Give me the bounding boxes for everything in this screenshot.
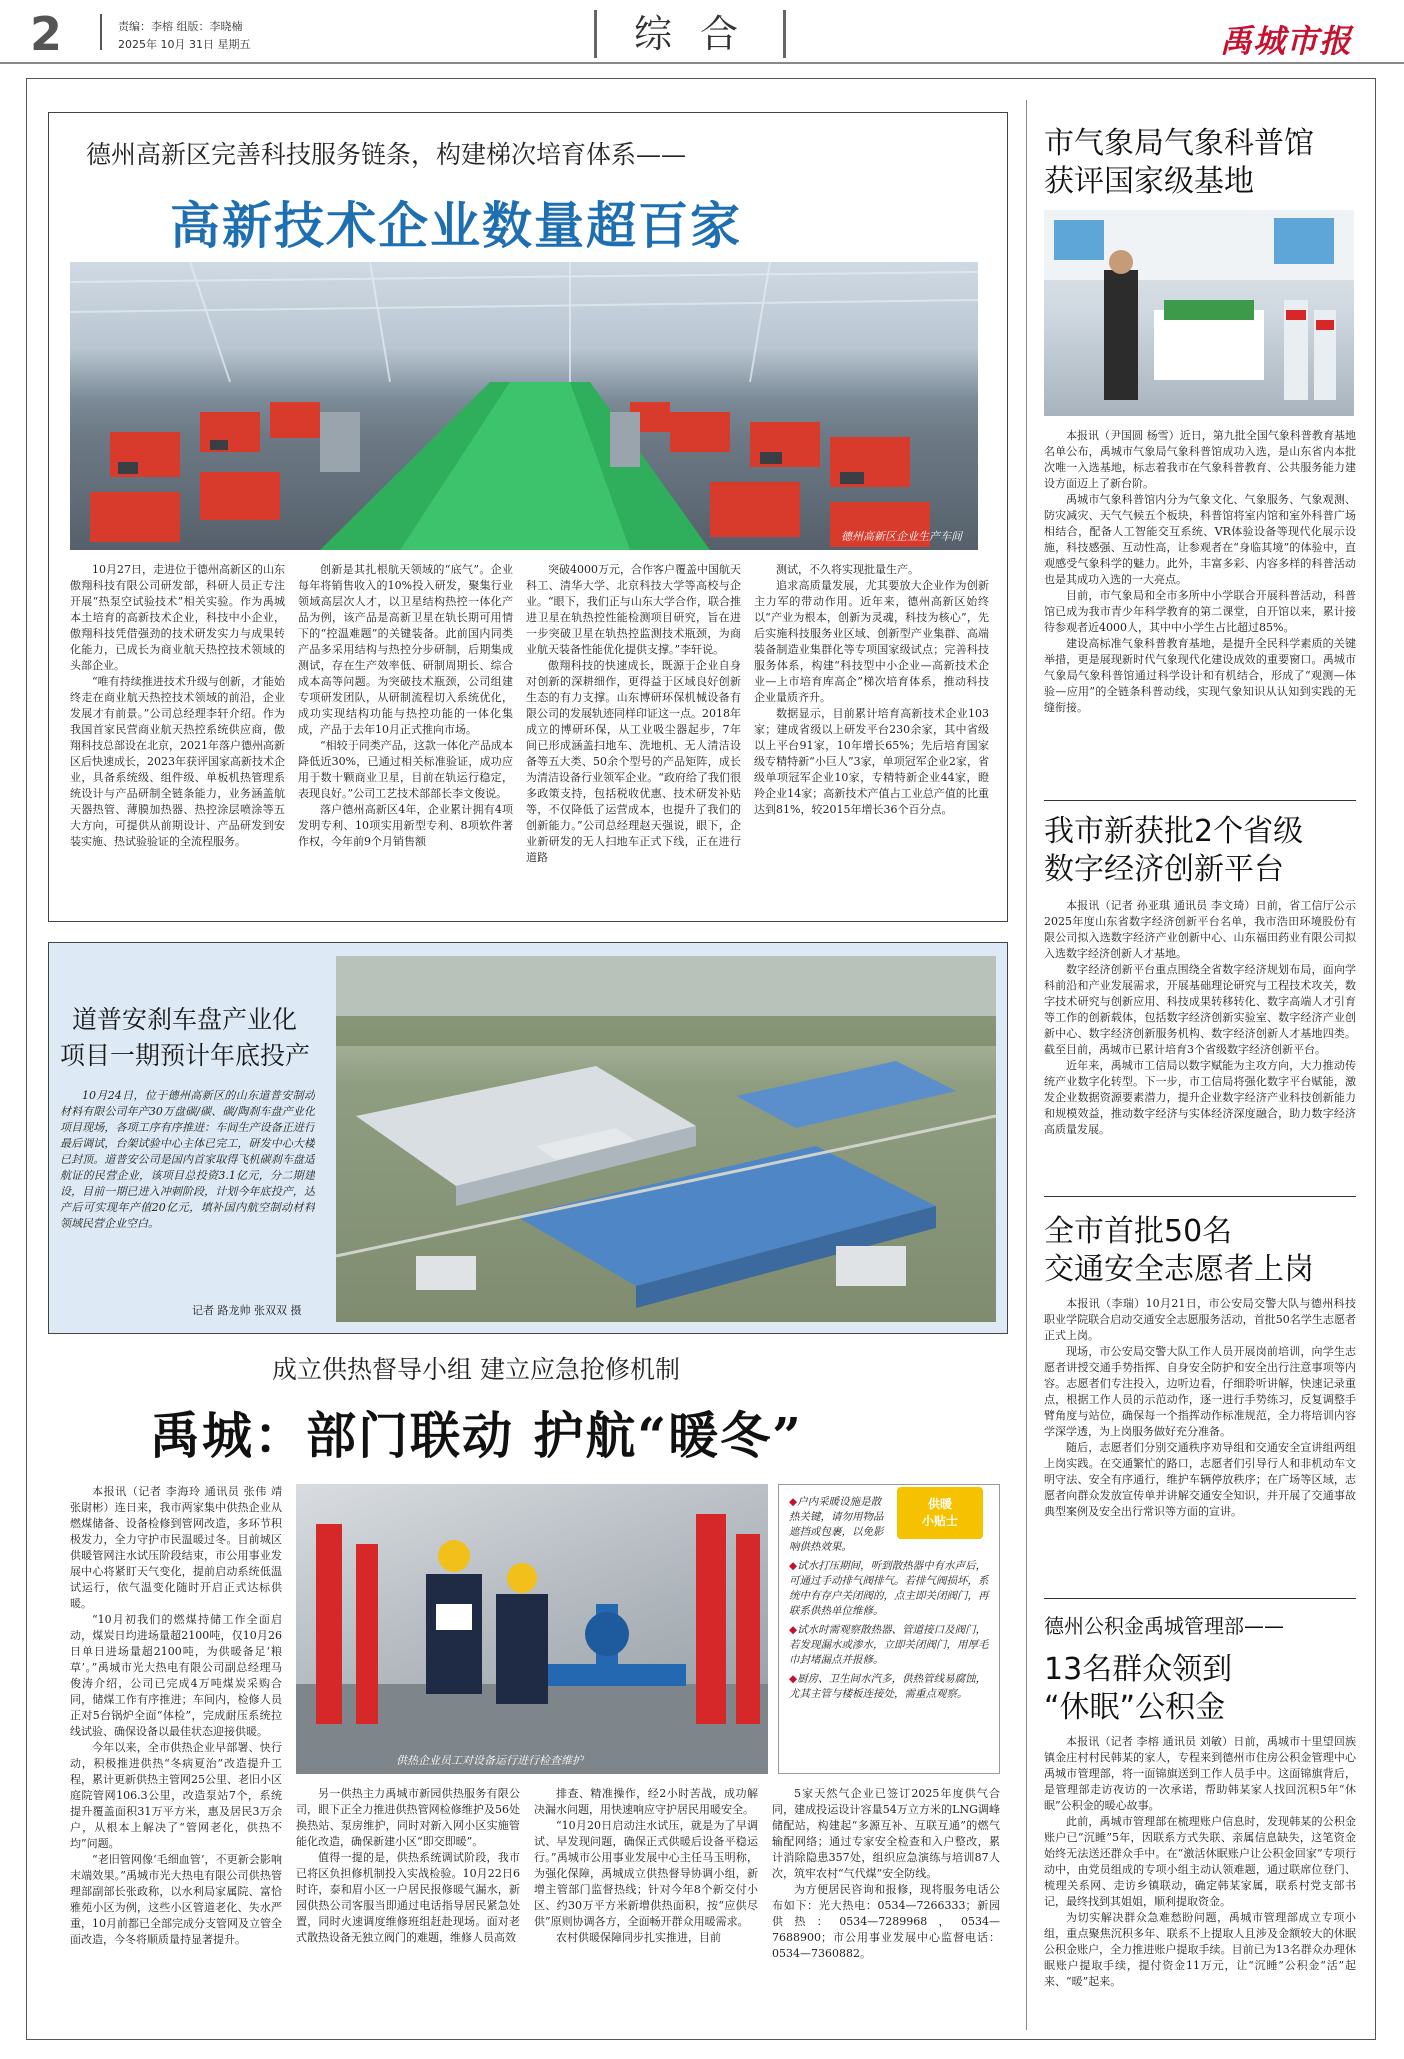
page-number: 2 <box>30 7 63 61</box>
separator <box>1044 1598 1356 1599</box>
heating-title: 禹城：部门联动 护航“暖冬” <box>150 1406 803 1465</box>
heating-photo <box>296 1484 768 1774</box>
masthead-logo: 禹城市报 <box>1220 22 1353 60</box>
weather-paragraph: 建设高标准气象科普教育基地，是提升全民科学素质的关键举措，更是展现新时代气象现代化建设成效的重要窗口。禹城市气象局气象科普馆通过科学设计和有机结合，形成了“观测—体验—应用”的全链条科普动线，实现气象知识从认知到实践的无缝衔接。 <box>1044 637 1356 714</box>
heating-tips-box <box>778 1484 1000 1774</box>
separator <box>1044 800 1356 801</box>
heating-kicker: 成立供热督导小组 建立应急抢修机制 <box>272 1355 680 1384</box>
lead-paragraph: 数据显示，目前累计培育高新技术企业103家；建成省级以上研发平台230余家，其中省级以上平台91家，10年增长65%；先后培育国家级专精特新“小巨人”3家，单项冠军企业2家，省级单项冠军企业10家，专精特新企业44家，瞪羚企业14家；高新技术产值占工业总产值的比重达到81%，较2015年增长36个百分点。 <box>754 707 989 816</box>
daopu-title-2: 项目一期预计年底投产 <box>60 1041 311 1070</box>
lead-kicker: 德州高新区完善科技服务链条，构建梯次培育体系—— <box>86 140 687 169</box>
weather-paragraph: 本报讯（尹国圆 杨雪）近日，第九批全国气象科普教育基地名单公布，禹城市气象局气象科普馆成功入选，是山东省内本批次唯一入选基地，标志着我市在气象科普教育、公共服务能力建设方面迈上了新台阶。 <box>1044 429 1356 490</box>
tip-bullet-icon: ◆ <box>789 1560 798 1572</box>
weather-title-1: 市气象局气象科普馆 <box>1044 126 1314 161</box>
lead-column-4 <box>754 562 989 912</box>
issue-date: 2025年 10月 31日 星期五 <box>118 38 251 51</box>
lead-column-1 <box>70 562 285 912</box>
tip-item <box>789 1672 989 1702</box>
tip-bullet-icon: ◆ <box>789 1624 798 1636</box>
weather-paragraph: 禹城市气象科普馆内分为气象文化、气象服务、气象观测、防灾减灾、天气气候五个板块，科普馆将室内馆和室外科普广场相结合，配备人工智能交互系统、VR体验设备等现代化展示设施，科技感强、互动性高，让参观者在“身临其境”的体验中，直观感受气象科学的魅力。此外，丰富多彩、内容多样的科普活动也是其成功入选的一大亮点。 <box>1044 493 1356 586</box>
volunteers-paragraph: 现场，市公安局交警大队工作人员开展岗前培训，向学生志愿者讲授交通手势指挥、自身安全防护和安全出行注意事项等内容。志愿者们专注投入，边听边看，仔细聆听讲解，快速记录重点，根据工作人员的示范动作，逐一进行手势练习，反复调整手臂角度与站位，确保每一个指挥动作标准规范，全力将培训内容学深学透，为上岗服务做好充分准备。 <box>1044 1345 1356 1438</box>
section-box <box>594 10 786 58</box>
right-column-divider <box>1026 100 1027 2030</box>
digital-paragraph: 近年来，禹城市工信局以数字赋能为主攻方向，大力推动传统产业数字化转型。下一步，市工信局将强化数字平台赋能，激发企业数据资源要素潜力，提升企业数字经济产业科技创新能力和规模效益，推动数字经济与实体经济深度融合，助力数字经济高质量发展。 <box>1044 1059 1356 1136</box>
tip-text: 厨房、卫生间水汽多，供热管线易腐蚀，尤其主管与楼板连接处，需重点观察。 <box>789 1673 987 1700</box>
fund-paragraph: 本报讯（记者 李榕 通讯员 刘敏）日前，禹城市十里望回族镇金庄村村民韩某的家人，专程来到德州市住房公积金管理中心禹城市管理部，将一面锦旗送到工作人员手中。这面锦旗背后，是管理部走访夜访的一次承诺，帮助韩某家人找回沉积5年“休眠”公积金的暖心故事。 <box>1044 1735 1356 1812</box>
heating-paragraph: 排查、精准操作，经2小时苦战，成功解决漏水问题，用快速响应守护居民用暖安全。 <box>534 1787 758 1816</box>
lead-paragraph: 傲翔科技的快速成长，既源于企业自身对创新的深耕细作，更得益于区域良好创新生态的有力支撑。山东博研环保机械设备有限公司的发展轨迹同样印证这一点。2018年成立的博研环保，从工业吸尘器起步，7年间已形成涵盖扫地车、洗地机、无人清洁设备等五大类、50余个型号的产品矩阵，成长为清洁设备行业领军企业。“政府给了我们很多政策支持，包括税收优惠、技术研发补贴等，不仅降低了运营成本，也提升了我们的创新能力。”公司总经理赵天强说，眼下，企业新研发的无人扫地车正式下线，正在进行道路 <box>526 659 741 864</box>
fund-paragraph: 此前，禹城市管理部在梳理账户信息时，发现韩某的公积金账户已“沉睡”5年，因联系方式失联、亲属信息缺失，这笔资金始终无法送还群众手中。在“激活休眠账户让公积金回家”专项行动中，由党员组成的专项小组主动认领难题，通过联席位登门、梳理关系网、走访乡镇联动，确定韩某家属，联系村党支部书记，最终找到其姐姐，顺利提取资金。 <box>1044 1815 1356 1908</box>
lead-paragraph: 10月27日，走进位于德州高新区的山东傲翔科技有限公司研发部，科研人员正专注开展“热泵空试验技术”相关实验。作为禹城本土培育的高新技术企业，科技中小企业，傲翔科技凭借强劲的技术研发实力与成果转化能力，已成长为商业航天热控技术领域的头部企业。 <box>70 563 285 672</box>
volunteers-title-2: 交通安全志愿者上岗 <box>1044 1252 1314 1287</box>
weather-paragraph: 目前，市气象局和全市多所中小学联合开展科普活动，科普馆已成为我市青少年科学教育的第二课堂，自开馆以来，累计接待参观者近4000人，其中中小学生占比超过85%。 <box>1044 589 1356 634</box>
weather-body <box>1044 428 1356 808</box>
digital-paragraph: 本报讯（记者 孙亚琪 通讯员 李文琦）日前，省工信厅公示2025年度山东省数字经济创新平台名单，我市浩田环境股份有限公司拟入选数字经济产业创新中心、山东福田药业有限公司拟入选数字经济创新人才基地。 <box>1044 899 1356 960</box>
volunteers-body <box>1044 1296 1356 1592</box>
heating-paragraph: 本报讯（记者 李海玲 通讯员 张伟 靖 张尉彬）连日来，我市两家集中供热企业从燃煤储备、设备检修到管网改造，多环节积极发力，全力守护市民温暖过冬。目前城区供暖管网注水试压阶段结束，市公用事业发展中心将紧盯天气变化，提前启动系统低温试运行，依气温变化随时开启正式达标供暖。 <box>70 1485 282 1610</box>
lead-column-3 <box>526 562 741 912</box>
fund-title-1: 13名群众领到 <box>1044 1652 1233 1687</box>
heating-column-1 <box>70 1484 282 2036</box>
science-museum-illustration <box>1044 210 1354 416</box>
separator <box>1044 1196 1356 1197</box>
fund-paragraph: 为切实解决群众急难愁盼问题，禹城市管理部成立专项小组，重点聚焦沉积多年、联系不上提取人且涉及金额较大的休眠公积金账户，全力推进账户提取手续。目前已为13名群众办理休眠账户提取手续，提付资金11万元，让“沉睡”公积金“活”起来、“暖”起来。 <box>1044 1911 1356 1988</box>
fund-title-2: “休眠”公积金 <box>1044 1690 1226 1725</box>
digital-title-1: 我市新获批2个省级 <box>1044 814 1304 849</box>
fund-kicker: 德州公积金禹城管理部—— <box>1044 1614 1284 1638</box>
lead-title: 高新技术企业数量超百家 <box>170 197 742 255</box>
lead-paragraph: 落户德州高新区4年，企业累计拥有4项发明专利、10项实用新型专利、8项软件著作权，今年前9个月销售额 <box>298 803 513 848</box>
tip-item <box>789 1495 989 1555</box>
heating-paragraph: 为方便居民咨询和报修，现将服务电话公布如下：光大热电：0534—7266333；新园供热：0534—7289968，0534—7688900；市公用事业发展中心监督电话：0534—7360882。 <box>772 1883 1000 1960</box>
lead-photo-caption: 德州高新区企业生产车间 <box>841 530 962 543</box>
volunteers-paragraph: 本报讯（李瑞）10月21日，市公安局交警大队与德州科技职业学院联合启动交通安全志愿服务活动，首批50名学生志愿者正式上岗。 <box>1044 1297 1356 1342</box>
heating-paragraph: 农村供暖保障同步扎实推进，目前 <box>556 1931 721 1944</box>
weather-photo <box>1044 210 1354 416</box>
editor-credits: 责编：李榕 组版：李晓楠 <box>118 20 243 33</box>
section-title: 综 合 <box>633 12 747 56</box>
lead-paragraph: 突破4000万元，合作客户覆盖中国航天科工、清华大学、北京科技大学等高校与企业。“眼下，我们正与山东大学合作，联合推进卫星在轨热控性能检测项目研究，旨在进一步突破卫星在轨热控监测技术瓶颈，为商业航天装备性能优化提供支撑。”李轩说。 <box>526 563 741 656</box>
volunteers-paragraph: 随后，志愿者们分别交通秩序劝导组和交通安全宣讲组两组上岗实践。在交通繁忙的路口，志愿者们引导行人和非机动车文明守法、安全有序通行，维护车辆停放秩序；在广场等区域，志愿者向群众发放宣传单并讲解交通安全知识，并开展了交通事故典型案例及安全出行常识等方面的宣讲。 <box>1044 1441 1356 1518</box>
lead-paragraph: “唯有持续推进技术升级与创新，才能始终走在商业航天热控技术领域的前沿，企业发展才有前景。”公司总经理李轩介绍。作为我国首家民营商业航天热控系统供应商，傲翔科技总部设在北京，2021年落户德州高新区后快速成长，2023年获评国家高新技术企业，具备系统级、组件级、单板机热管理系统设计与产品研制全链条能力，业务涵盖航天器热管、薄膜加热器、热控涂层喷涂等五大方向，可提供从前期设计、产品研发到安装实施、热试验验证的全流程服务。 <box>70 675 285 848</box>
tip-text: 户内采暖设施是散热关键，请勿用物品遮挡或包裹，以免影响供热效果。 <box>789 1496 884 1553</box>
digital-title-2: 数字经济创新平台 <box>1044 852 1284 887</box>
lead-paragraph: 测试，不久将实现批量生产。 <box>776 563 919 576</box>
header-rule <box>0 62 1404 64</box>
tip-bullet-icon: ◆ <box>789 1673 798 1685</box>
aerial-factory-illustration <box>336 956 996 1322</box>
heating-photo-caption: 供热企业员工对设备运行进行检查维护 <box>396 1754 583 1767</box>
lead-paragraph: 创新是其扎根航天领域的“底气”。企业每年将销售收入的10%投入研发，聚集行业领域高层次人才，以卫星结构热控一体化产品为例，该产品是高新卫星在轨长期可用情下的“控温难题”的关键装备。此前国内同类产品多采用结构与热控分步研制，后期集成测试，存在生产效率低、研制周期长、综合成本高等问题。为突破技术瓶颈，公司组建专项研发团队，从研制流程切入系统优化，成功实现结构功能与热控功能的一体化集成，产品于去年10月正式推向市场。 <box>298 563 513 736</box>
heating-column-2 <box>296 1786 520 2036</box>
weather-title-2: 获评国家级基地 <box>1044 164 1254 199</box>
daopu-aerial-photo <box>336 956 996 1322</box>
heating-paragraph: “10月初我们的燃煤持储工作全面启动，煤炭日均进场量超2100吨，仅10月26日单日进场量超2100吨，为供暖备足‘粮草’。”禹城市光大热电有限公司副总经理马俊涛介绍，公司已完成4万吨煤炭采购合同，储煤工作有序推进；车间内，检修人员正对5台锅炉全面“体检”，完成耐压系统拉线试验、确保设备以最佳状态迎接供暖。 <box>70 1613 282 1738</box>
daopu-paragraph: 10月24日，位于德州高新区的山东道普安制动材料有限公司年产30万盘碳/碳、碳/陶刹车盘产业化项目现场，各项工序有序推进：车间生产设备正进行最后调试，台架试验中心主体已完工，研发中心大楼已封顶。道普安公司是国内首家取得飞机碳刹车盘适航证的民营企业，该项目总投资3.1亿元，分二期建设，目前一期已进入冲刺阶段，计划今年底投产，达产后可实现年产值20亿元，填补国内航空制动材料领域民营企业空白。 <box>60 1089 315 1230</box>
heating-paragraph: 5家天然气企业已签订2025年度供气合同，建成投运设计容量54万立方米的LNG调峰储配站，构建起“多源互补、互联互通”的燃气输配网络；通过专家安全检查和入户整改，累计消除隐患357处，组织应急演练与培训87人次，筑牢农村“气代煤”安全防线。 <box>772 1787 1000 1880</box>
tips-badge-line2: 小贴士 <box>921 1514 958 1528</box>
page-header <box>0 0 1404 62</box>
digital-body <box>1044 898 1356 1198</box>
tip-item <box>789 1623 989 1668</box>
fund-body <box>1044 1734 1356 2034</box>
volunteers-title-1: 全市首批50名 <box>1044 1214 1233 1249</box>
header-divider <box>100 14 102 50</box>
tip-bullet-icon: ◆ <box>789 1496 798 1508</box>
factory-floor-illustration <box>70 262 978 550</box>
daopu-title-1: 道普安刹车盘产业化 <box>72 1005 298 1034</box>
tip-text: 试水打压期间，听到散热器中有水声后，可通过手动排气阀排气。若排气阀损坏，系统中有存户关闭阀的，点主即关闭阀门，再联系供热单位维修。 <box>789 1560 989 1617</box>
daopu-byline: 记者 路龙帅 张双双 摄 <box>192 1304 302 1317</box>
lead-photo <box>70 262 978 550</box>
heating-paragraph: 值得一提的是，供热系统调试阶段，我市已将区负担修机制投入实战检验。10月22日6时许，泰和眉小区一户居民报修暖气漏水，新园供热公司客服当即通过电话指导居民紧急处置，同时火速调度维修班组赶赴现场。面对老式散热设备无独立阀门的难题，维修人员高效 <box>296 1851 520 1944</box>
heating-paragraph: “老旧管网像‘毛细血管’，不更新会影响末端效果。”禹城市光大热电有限公司供热管理部副部长张政称，以水利局家属院、富恰雅苑小区为例，这些小区管道老化、失水严重，10月前都已全部完成分支管网及立管全面改造，今冬将顺质量持显著提升。 <box>70 1853 282 1946</box>
heating-paragraph: 今年以来，全市供热企业早部署、快行动，积极推进供热“冬病夏治”改造提升工程，累计更新供热主管网25公里、老旧小区庭院管网106.3公里，改造泵站7个，系统提升覆盖面积31万平方米，惠及居民3万余户，从根本上解决了“管网老化，供热不均”问题。 <box>70 1741 282 1850</box>
lead-paragraph: 追求高质量发展，尤其要放大企业作为创新主力军的带动作用。近年来，德州高新区始终以“产业为根本，创新为灵魂，科技为核心”，先后实施科技服务业区域、创新型产业集群、高端装备制造业集群化等专项国家级试点；完善科技服务体系，构建“科技型中小企业—高新技术企业—上市培育库高企”梯次培育体系，推动科技企业量质齐升。 <box>754 579 989 704</box>
workers-pipes-illustration <box>296 1484 768 1774</box>
tips-list <box>789 1495 989 1702</box>
heating-column-3 <box>534 1786 758 2036</box>
tip-item <box>789 1559 989 1619</box>
lead-paragraph: “相较于同类产品，这款一体化产品成本降低近30%，已通过相关标准验证，成功应用于数十颗商业卫星，目前在轨运行稳定，表现良好。”公司工艺技术部部长李文俊说。 <box>298 739 513 800</box>
heating-paragraph: 另一供热主力禹城市新园供热服务有限公司，眼下正全力推进供热管网检修维护及56处换热站、泵房维护，同时对新入网小区实施管能化改造，确保新建小区“即交即暖”。 <box>296 1787 520 1848</box>
tip-text: 试水时需观察散热器、管道接口及阀门，若发现漏水或渗水，立即关闭阀门，用厚毛巾封堵漏点并报修。 <box>789 1624 989 1666</box>
heating-column-4 <box>772 1786 1000 2036</box>
heating-paragraph: “10月20日启动注水试压，就是为了早调试、早发现问题，确保正式供暖后设备平稳运行。”禹城市公用事业发展中心主任马玉明称，为强化保障，禹城成立供热督导协调小组，新增主管部门监督热线；针对今年8个新交付小区、约30万平方米新增供热面积，按“应供尽供”原则协调各方，全面畅开群众用暖需求。 <box>534 1819 758 1928</box>
daopu-body <box>60 1088 315 1278</box>
lead-column-2 <box>298 562 513 912</box>
digital-paragraph: 数字经济创新平台重点围绕全省数字经济规划布局，面向学科前沿和产业发展需求，开展基础理论研究与工程技术攻关，数字技术研究与创新应用、科技成果转移转化、数字高端人才引育等工作的创新载体，包括数字经济创新实验室、数字经济产业创新中心、数字经济创新服务机构、数字经济创新人才基地四类。截至目前，禹城市已累计培育3个省级数字经济创新平台。 <box>1044 963 1356 1056</box>
tips-badge-line1: 供暖 <box>927 1497 952 1511</box>
